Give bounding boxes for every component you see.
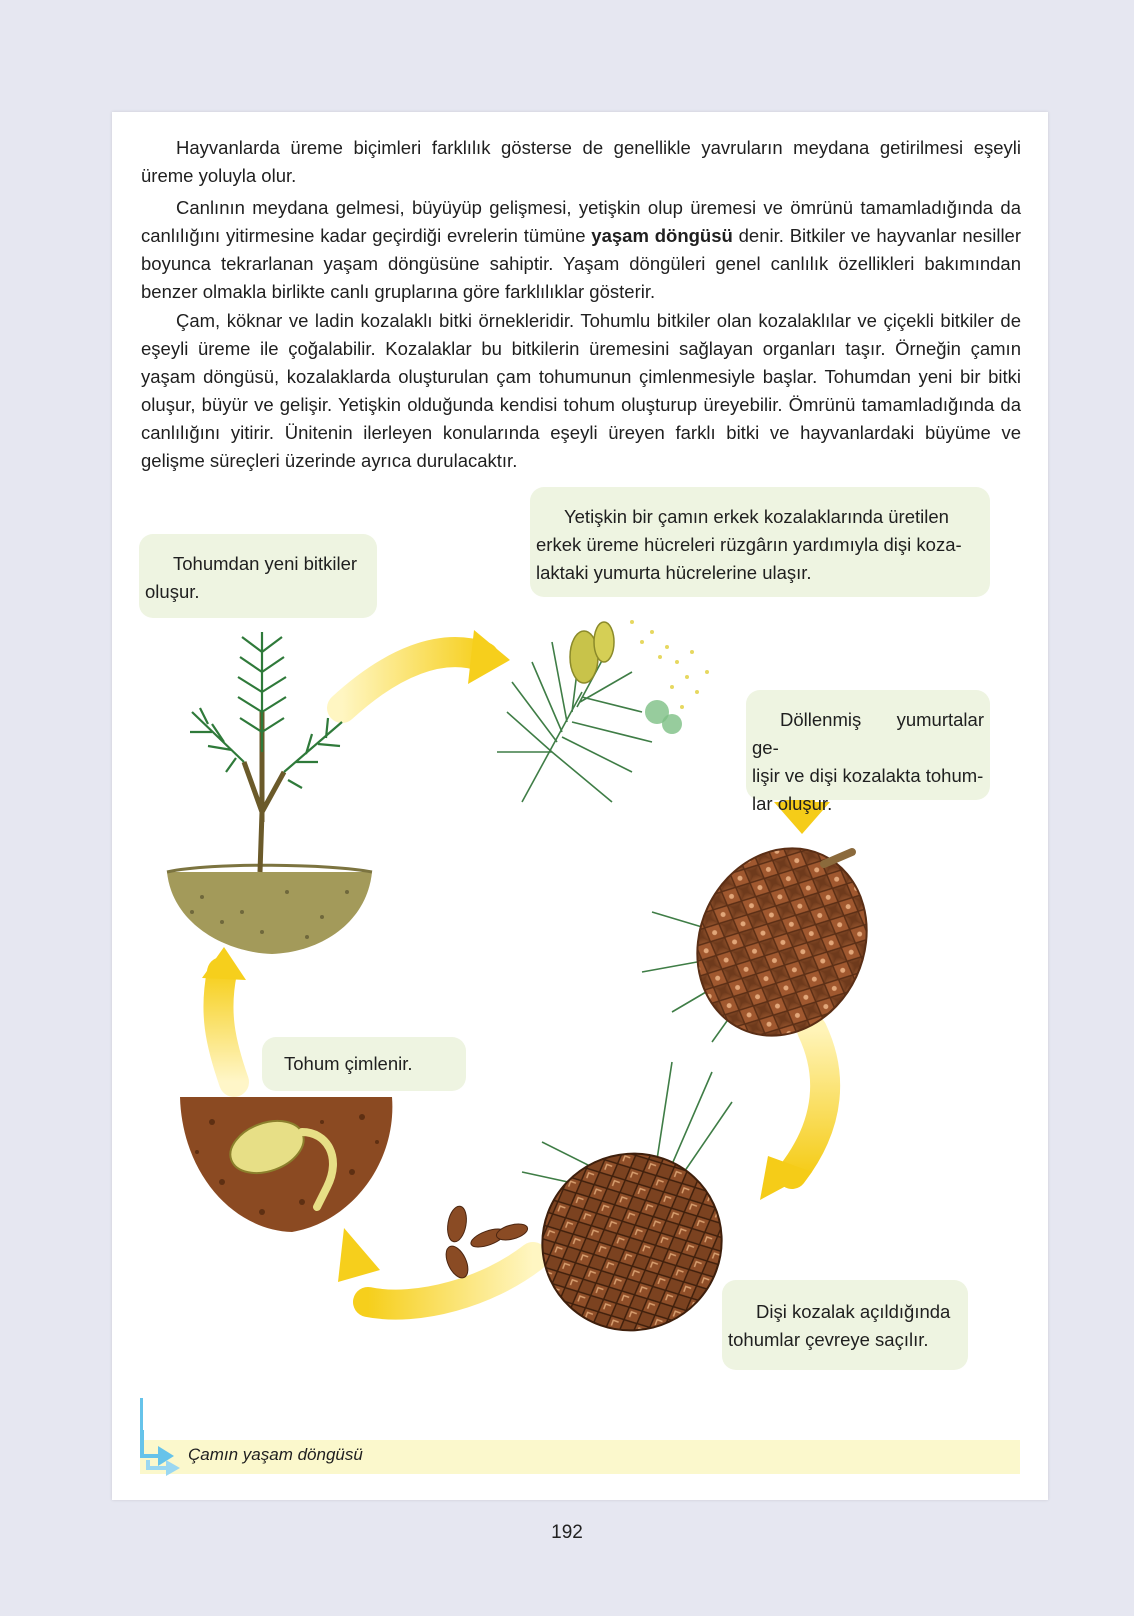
box-pollination-line-3: laktaki yumurta hücrelerine ulaşır.	[536, 562, 812, 583]
box-fertilized-line-3: lar oluşur.	[752, 793, 833, 814]
box-seedling-line-1: Tohumdan yeni bitkiler	[173, 553, 358, 574]
box-seedling	[139, 534, 377, 618]
arrow-right-lower	[792, 1030, 825, 1174]
box-fertilized	[746, 690, 990, 814]
box-fertilized-line-2: lişir ve dişi kozalakta tohum-	[752, 765, 984, 786]
arrow-top	[342, 652, 484, 708]
arrow-top-head	[468, 630, 510, 684]
box-pollination	[530, 487, 990, 597]
box-germination-line-1: Tohum çimlenir.	[284, 1053, 413, 1074]
germinating-seed-illustration	[180, 1097, 392, 1232]
arrow-left-head	[202, 947, 246, 980]
figure-caption: Çamın yaşam döngüsü	[188, 1445, 363, 1464]
textbook-page	[112, 112, 1048, 1500]
paragraph-2-text-b: denir. Bitkiler ve hayvanlar nesiller boyunca tekrarlanan yaşam döngüsüne sahiptir. Yaşam döngüleri genel canlılık özellikleri bakımından benzer olmakla birlikte canlı gruplarına göre farklılıklar gösterir.	[141, 225, 1021, 302]
open-cone-illustration	[442, 1062, 751, 1360]
box-pollination-line-1: Yetişkin bir çamın erkek kozalaklarında üretilen	[564, 506, 949, 527]
paragraph-3-text: Çam, köknar ve ladin kozalaklı bitki örnekleridir. Tohumlu bitkiler olan kozalaklılar ve çiçekli bitkiler de eşeyli üreme ile çoğalabilir. Kozalaklar bu bitkilerin üremesini sağlayan organları taşır. Örneğin çamın yaşam döngüsü, kozalaklarda oluşturulan çam tohumunun çimlenmesiyle başlar. Tohumdan yeni bir bitki oluşur, büyür ve gelişir. Yetişkin olduğunda kendisi tohum oluşturup üreyebilir. Ömrünü tamamladığında da canlılığını yitirir. Ünitenin ilerleyen konularında eşeyli üreyen farklı bitki ve hayvanlardaki büyüme ve gelişme süreçleri üzerinde ayrıca durulacaktır.	[141, 310, 1021, 471]
box-pollination-line-2: erkek üreme hücreleri rüzgârın yardımıyla dişi koza-	[536, 534, 962, 555]
page-number: 192	[551, 1522, 583, 1543]
paragraph-2-text-a: Canlının meydana gelmesi, büyüyüp gelişmesi, yetişkin olup üremesi ve ömrünü tamamladığında da canlılığını yitirmesine kadar geçirdiği evrelerin tümüne	[141, 197, 1021, 246]
pine-branch-illustration	[497, 620, 709, 802]
box-seed-release-line-1: Dişi kozalak açıldığında	[756, 1301, 951, 1322]
box-germination	[262, 1037, 466, 1091]
arrow-bottom-head	[338, 1228, 380, 1282]
caption-arrow-icon	[140, 1430, 186, 1476]
paragraph-1-text: Hayvanlarda üreme biçimleri farklılık gösterse de genellikle yavruların meydana getirilmesi eşeyli üreme yoluyla olur.	[141, 137, 1021, 186]
box-seed-release-line-2: tohumlar çevreye saçılır.	[728, 1329, 929, 1350]
closed-cone-illustration	[642, 820, 897, 1063]
term-yasam-dongusu: yaşam döngüsü	[591, 225, 733, 246]
box-seed-release	[722, 1280, 968, 1370]
box-fertilized-line-1: Döllenmiş yumurtalar ge-	[752, 709, 984, 758]
arrow-left	[218, 972, 234, 1082]
seedling-illustration	[167, 632, 372, 954]
box-seedling-line-2: oluşur.	[145, 581, 200, 602]
